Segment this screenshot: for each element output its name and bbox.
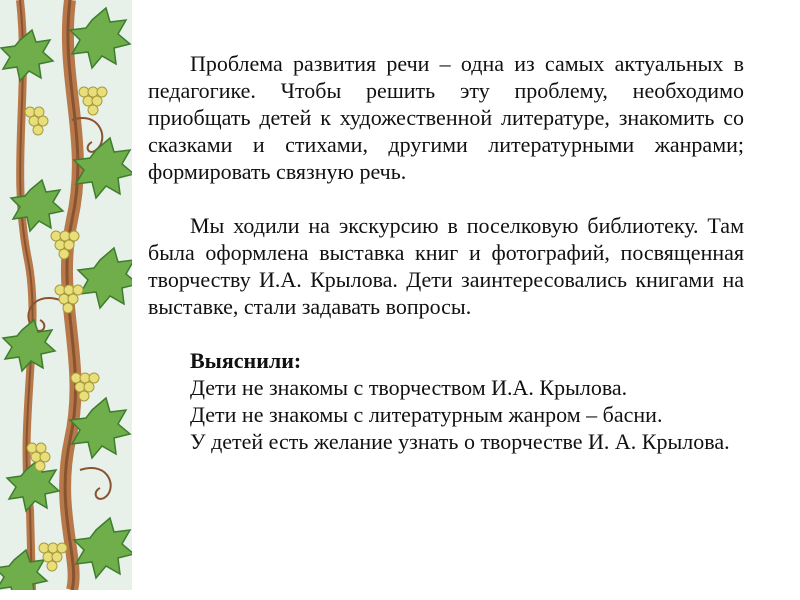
finding-item: Дети не знакомы с литературным жанром – басни. bbox=[190, 402, 663, 427]
paragraph-excursion: Мы ходили на экскурсию в поселковую библиотеку. Там была оформлена выставка книг и фотографий, посвященная творчеству И.А. Крылова. Дети заинтересовались книгами на выставке, стали задавать вопросы. bbox=[148, 213, 744, 319]
paragraph-gap bbox=[148, 320, 744, 347]
grapevine-illustration bbox=[0, 0, 132, 590]
paragraph-problem: Проблема развития речи – одна из самых актуальных в педагогике. Чтобы решить эту проблему, необходимо приобщать детей к художественной литературе, знакомить со сказками и стихами, другими литературными жанрами; формировать связную речь. bbox=[148, 51, 744, 184]
paragraph-gap bbox=[148, 185, 744, 212]
findings-heading: Выяснили: bbox=[190, 348, 302, 373]
finding-item: Дети не знакомы с творчеством И.А. Крылова. bbox=[190, 375, 628, 400]
finding-item: У детей есть желание узнать о творчестве И. А. Крылова. bbox=[190, 429, 730, 454]
main-text bbox=[148, 50, 744, 455]
